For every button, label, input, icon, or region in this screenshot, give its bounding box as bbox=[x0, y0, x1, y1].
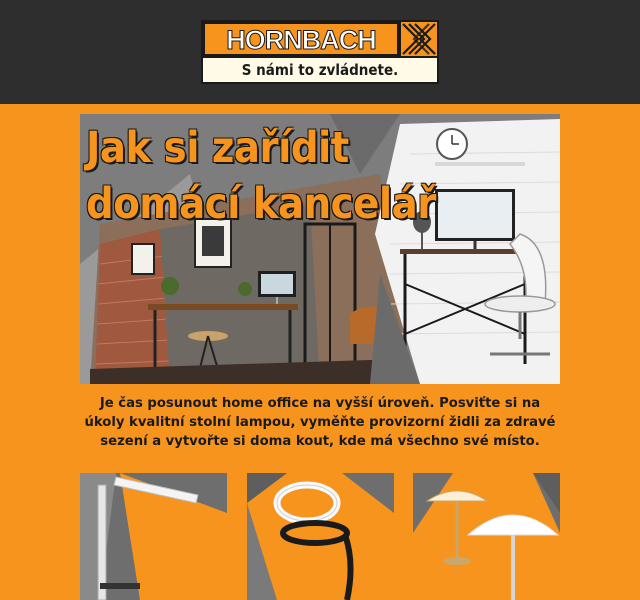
hero-banner[interactable] bbox=[80, 114, 560, 384]
table-lamps-image bbox=[413, 473, 560, 600]
product-tile-table-lamps[interactable] bbox=[413, 473, 560, 600]
hero-title bbox=[86, 120, 436, 232]
intro-text: Je čas posunout home office na vyšší úroveň. Posviťte si na úkoly kvalitní stolní lampou, vyměňte provizorní židli za zdravé sezení a vytvořte si doma kout, kde má všechno své místo. bbox=[84, 396, 556, 449]
ring-lamp-image bbox=[247, 473, 394, 600]
logo-wordmark-box bbox=[203, 22, 399, 56]
hero-title-line-1: Jak si zařídit bbox=[86, 123, 349, 173]
hornbach-logo[interactable] bbox=[201, 20, 439, 84]
hero-title-line-2: domácí kancelář bbox=[86, 179, 436, 229]
product-tile-ring-lamp[interactable] bbox=[247, 473, 394, 600]
product-tile-desk-lamp[interactable] bbox=[80, 473, 227, 600]
logo-wordmark: HORNBACH bbox=[226, 25, 376, 55]
desk-lamp-image bbox=[80, 473, 227, 600]
logo-tagline: S námi to zvládnete. bbox=[203, 58, 437, 82]
email-header bbox=[0, 0, 640, 104]
logo-x-icon bbox=[401, 22, 437, 56]
